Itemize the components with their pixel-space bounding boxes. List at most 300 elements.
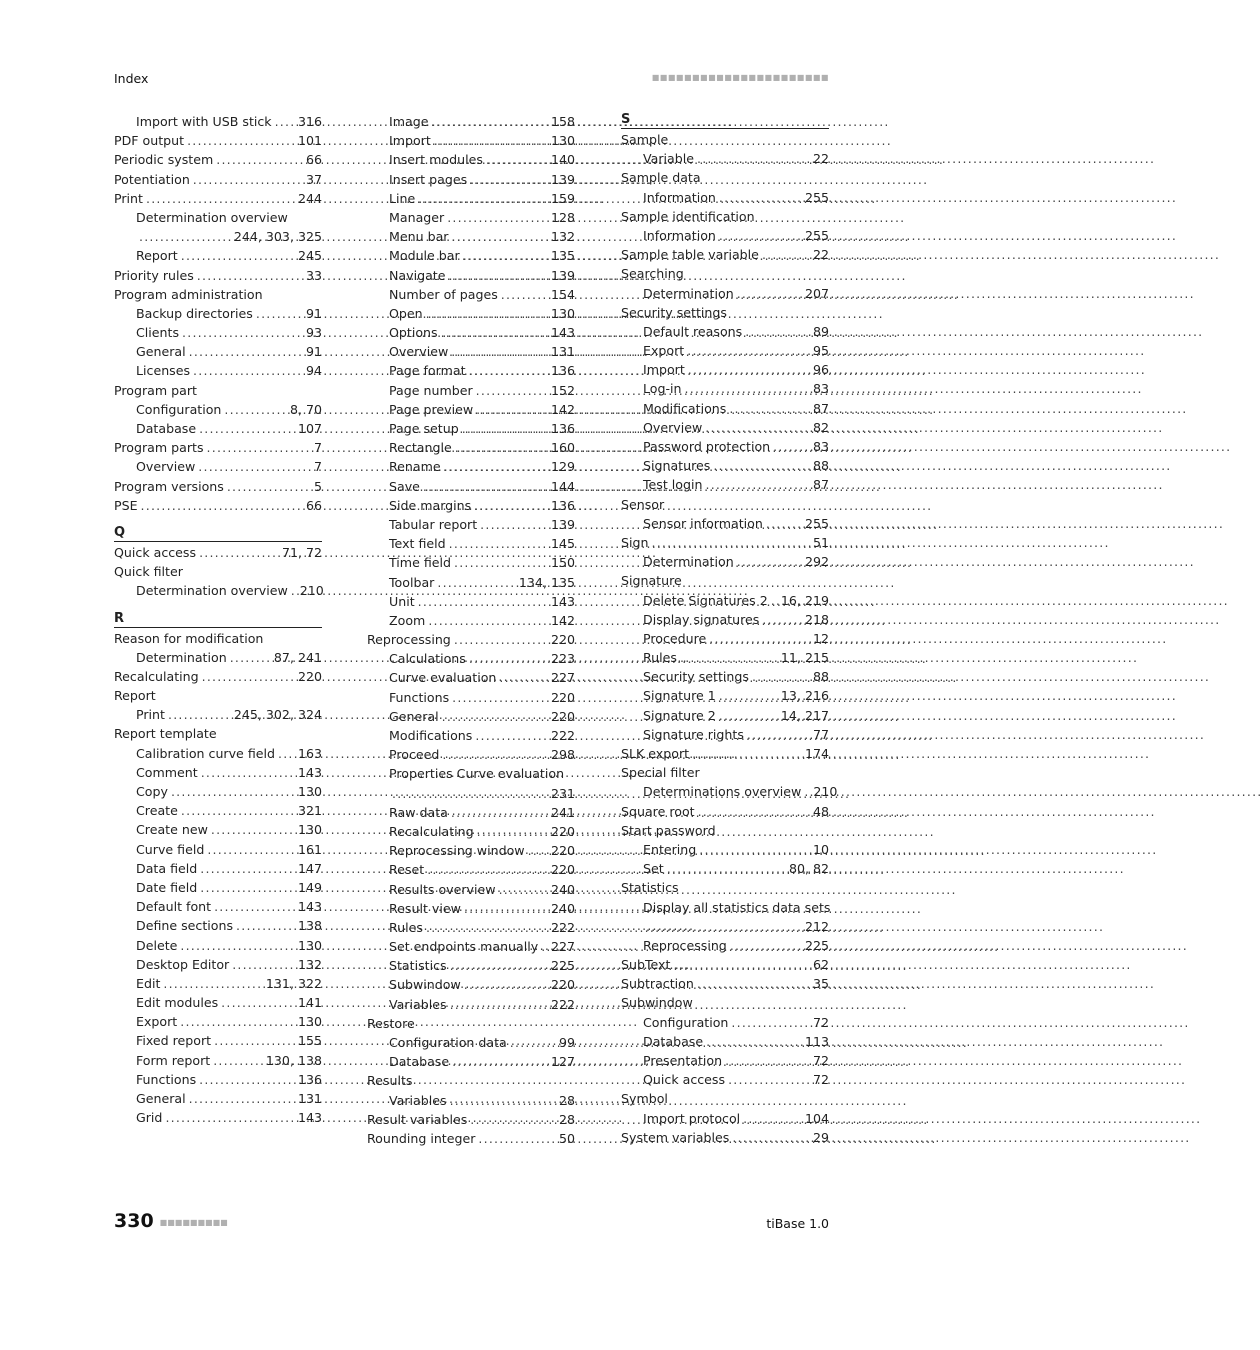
entry-page-refs: 7 [313, 459, 322, 475]
index-entry [114, 496, 322, 515]
entry-term: Manager [389, 209, 445, 225]
index-subentry [114, 112, 322, 131]
entry-page-refs: 255 [804, 227, 829, 243]
index-subentry [114, 246, 322, 265]
index-entry [114, 266, 322, 285]
dot-leader [752, 667, 810, 686]
entry-term: Curve evaluation [389, 670, 497, 686]
index-subentry [621, 379, 829, 398]
dot-leader [221, 993, 295, 1012]
index-subentry [367, 745, 575, 764]
dot-leader [199, 1070, 295, 1089]
entry-page-refs: 80, 82 [788, 861, 829, 877]
dot-leader [475, 726, 548, 745]
index-subentry [367, 956, 575, 975]
entry-page-refs: 231 [550, 785, 575, 801]
index-subentry [367, 342, 575, 361]
entry-page-refs: 12 [812, 630, 829, 646]
entry-term: Subwindow [389, 977, 461, 993]
dot-leader [232, 955, 295, 974]
entry-term: Overview [643, 419, 703, 435]
dot-leader [451, 803, 548, 822]
dot-leader [291, 581, 297, 600]
entry-term: Rectangle [389, 440, 452, 456]
index-subentry [621, 226, 829, 245]
entry-term: Toolbar [389, 574, 435, 590]
entry-page-refs: 28 [558, 1092, 575, 1108]
index-subentry [621, 1109, 829, 1128]
entry-page-refs: 150 [550, 555, 575, 571]
entry-page-refs: 220 [297, 668, 322, 684]
entry-term: Form report [136, 1052, 211, 1068]
dot-leader [454, 630, 548, 649]
entry-page-refs: 94 [305, 363, 322, 379]
index-subentry [367, 285, 575, 304]
dot-leader [667, 859, 786, 878]
entry-page-refs: 62 [812, 957, 829, 973]
index-subentry [114, 916, 322, 935]
index-entry [621, 264, 829, 283]
entry-term: Export [643, 343, 685, 359]
index-entry [114, 189, 322, 208]
index-entry [114, 686, 322, 705]
index-subentry [367, 688, 575, 707]
entry-term: Raw data [389, 804, 448, 820]
entry-term: Symbol [621, 1091, 668, 1107]
index-subentry [621, 149, 829, 168]
dot-leader [181, 246, 295, 265]
entry-page-refs: 255 [804, 515, 829, 531]
index-subentry [621, 782, 838, 801]
running-head-title: Index [114, 71, 149, 86]
dot-leader [207, 840, 295, 859]
index-subentry [621, 686, 829, 705]
index-subentry [367, 189, 575, 208]
dot-leader [447, 208, 548, 227]
index-subentry [367, 304, 575, 323]
index-subentry [621, 629, 829, 648]
index-entry [114, 170, 322, 189]
entry-page-refs: 140 [550, 152, 575, 168]
entry-term: Signature [621, 573, 682, 589]
footer-decoration: ■■■■■■■■■ [159, 1218, 228, 1227]
entry-term: Sample table variable [621, 247, 759, 263]
dot-leader [478, 1129, 556, 1148]
index-subentry [367, 764, 575, 783]
entry-term: Reprocessing [643, 937, 727, 953]
index-subentry [114, 897, 322, 916]
dot-leader [214, 897, 295, 916]
entry-term: Periodic system [114, 152, 214, 168]
dot-leader [418, 592, 548, 611]
entry-term: SLK export [621, 746, 690, 761]
dot-leader [200, 878, 295, 897]
dot-leader [719, 686, 778, 705]
entry-term: Restore [367, 1015, 415, 1031]
entry-page-refs: 48 [812, 803, 829, 819]
index-entry [114, 629, 322, 648]
entry-term: Test login [643, 477, 703, 493]
entry-term: Determinations overview [643, 784, 802, 800]
dot-leader [193, 361, 303, 380]
entry-term: Results [367, 1073, 413, 1089]
index-subentry [367, 515, 575, 534]
entry-page-refs: 131 [297, 1091, 322, 1106]
entry-page-refs: 33 [305, 267, 322, 283]
entry-page-refs: 72 [812, 1053, 829, 1068]
index-subentry [621, 437, 829, 456]
dot-leader [713, 456, 810, 475]
dot-leader [139, 227, 231, 246]
entry-term: Number of pages [389, 286, 498, 302]
entry-page-refs: 141 [297, 995, 322, 1011]
index-letter-heading: S [621, 112, 829, 129]
entry-page-refs: 29 [812, 1129, 829, 1145]
entry-term: Sample [621, 132, 669, 147]
entry-term: Statistics [389, 958, 447, 974]
index-subentry [114, 323, 322, 342]
dot-leader [434, 131, 548, 150]
index-entry [114, 131, 322, 150]
entry-page-refs: 13, 216 [780, 688, 829, 704]
index-subentry [367, 841, 575, 860]
entry-term: Export [136, 1014, 178, 1030]
entry-page-refs: 144 [550, 478, 575, 494]
entry-page-refs: 50 [558, 1130, 575, 1146]
index-entry [621, 1089, 829, 1108]
entry-term: Configuration [136, 401, 222, 417]
index-subentry [621, 1051, 829, 1070]
product-name: tiBase 1.0 [766, 1216, 829, 1231]
entry-term: Information [643, 189, 716, 205]
entry-page-refs: 158 [550, 114, 575, 129]
entry-page-refs: 132 [297, 956, 322, 972]
index-subentry [367, 937, 575, 956]
dot-leader [454, 553, 548, 572]
dot-leader [451, 342, 548, 361]
index-subentry [621, 341, 829, 360]
index-subentry [621, 514, 829, 533]
dot-leader [451, 227, 547, 246]
dot-leader [171, 782, 295, 801]
dot-leader [729, 399, 810, 418]
index-subentry [114, 993, 322, 1012]
index-subentry [621, 552, 829, 571]
dot-leader [470, 170, 548, 189]
entry-page-refs: 127 [550, 1054, 575, 1070]
entry-page-refs: 207 [804, 285, 829, 301]
entry-term: Signature 1 [643, 688, 716, 704]
entry-page-refs: 163 [297, 745, 322, 761]
index-subentry [114, 648, 322, 667]
entry-term: Report [114, 688, 156, 704]
entry-term: Searching [621, 266, 684, 282]
index-subentry [621, 610, 829, 629]
dot-leader [698, 802, 810, 821]
entry-term: Unit [389, 593, 415, 609]
entry-term: Page setup [389, 421, 459, 436]
dot-leader [699, 840, 810, 859]
entry-page-refs: 22 [812, 247, 829, 263]
index-subentry [367, 361, 575, 380]
entry-term: Module bar [389, 248, 460, 264]
entry-page-refs: 143 [550, 325, 575, 341]
dot-leader [732, 1128, 810, 1147]
entry-term: Password protection [643, 439, 771, 454]
index-entry [621, 955, 829, 974]
entry-page-refs: 130 [550, 133, 575, 149]
entry-page-refs: 136 [550, 497, 575, 513]
dot-leader [227, 477, 311, 496]
entry-page-refs: 130 [550, 305, 575, 321]
entry-page-refs: 255 [804, 189, 829, 205]
entry-page-refs: 28 [558, 1111, 575, 1127]
entry-page-refs: 138 [297, 918, 322, 934]
dot-leader [469, 649, 548, 668]
entry-page-refs: 241 [550, 804, 575, 820]
index-subentry [621, 399, 829, 418]
dot-leader [766, 514, 802, 533]
dot-leader [673, 955, 810, 974]
index-subentry [621, 725, 829, 744]
entry-page-refs: 130 [297, 937, 322, 953]
entry-page-refs: 107 [297, 421, 322, 436]
entry-term: Functions [136, 1071, 197, 1087]
dot-leader [462, 419, 548, 438]
index-subentry [367, 381, 575, 400]
dot-leader [450, 956, 548, 975]
entry-term: Determination overview [136, 583, 288, 599]
dot-leader [200, 859, 295, 878]
entry-page-refs: 101 [297, 133, 322, 149]
entry-term: Log-in [643, 381, 682, 397]
dot-leader [719, 226, 802, 245]
entry-page-refs: 87, 241 [273, 649, 322, 665]
dot-leader [236, 916, 295, 935]
entry-term: Print [114, 190, 143, 206]
entry-term: Subwindow [621, 995, 693, 1011]
entry-page-refs: 88 [812, 669, 829, 685]
entry-term: Database [389, 1054, 450, 1070]
entry-term: Statistics [621, 880, 679, 896]
entry-term: Variables [389, 996, 447, 1012]
index-entry [114, 724, 322, 743]
dot-leader [275, 112, 295, 131]
entry-page-refs: 10 [812, 841, 829, 857]
index-subentry [114, 581, 322, 600]
entry-page-refs: 87 [812, 400, 829, 416]
dot-leader [207, 438, 311, 457]
index-subentry [114, 1051, 322, 1070]
entry-page-refs: 16, 219 [780, 592, 829, 608]
index-column-2 [367, 112, 575, 1148]
index-subentry [367, 668, 575, 687]
entry-term: Rounding integer [367, 1130, 476, 1146]
index-entry [621, 878, 829, 897]
index-subentry [367, 860, 575, 879]
entry-page-refs: 142 [550, 612, 575, 628]
entry-term: Print [136, 707, 165, 723]
entry-term: Square root [621, 803, 695, 819]
index-subentry [367, 784, 575, 803]
entry-page-refs: 152 [550, 382, 575, 398]
index-entry [114, 667, 322, 686]
dot-leader [278, 744, 295, 763]
entry-page-refs: 88 [812, 458, 829, 474]
index-subentry [114, 400, 322, 419]
dot-leader [743, 1109, 802, 1128]
dot-leader [168, 705, 231, 724]
entry-page-refs: 154 [550, 286, 575, 302]
index-column-1 [114, 112, 322, 1127]
dot-leader [452, 688, 548, 707]
dot-leader [256, 304, 303, 323]
dot-leader [444, 457, 548, 476]
dot-leader [762, 610, 802, 629]
entry-page-refs: 143 [297, 899, 322, 915]
entry-page-refs: 143 [297, 1110, 322, 1126]
dot-leader [197, 266, 303, 285]
entry-term: Security settings [621, 304, 727, 320]
index-subentry [367, 150, 575, 169]
dot-leader [719, 188, 802, 207]
index-subentry [114, 1089, 322, 1108]
entry-page-refs: 223 [550, 651, 575, 667]
dot-leader [213, 1051, 263, 1070]
index-subentry [367, 880, 575, 899]
entry-page-refs: 136 [297, 1071, 322, 1087]
entry-page-refs: 95 [812, 343, 829, 359]
entry-page-refs: 240 [550, 881, 575, 897]
index-entry [621, 245, 829, 264]
index-subentry [114, 955, 322, 974]
entry-page-refs: 113 [804, 1033, 829, 1049]
dot-leader [427, 860, 548, 879]
entry-term: Calculations [389, 651, 466, 667]
index-subentry [367, 170, 575, 189]
entry-term: Import with USB stick [136, 114, 272, 129]
entry-page-refs: 134, 135 [518, 574, 575, 590]
entry-page-refs: 220 [550, 708, 575, 724]
dot-leader [725, 1051, 810, 1070]
entry-term: Quick access [643, 1072, 726, 1088]
dot-leader [202, 667, 295, 686]
index-entry [621, 303, 829, 322]
index-subentry [621, 475, 829, 494]
index-subentry [367, 822, 575, 841]
dot-leader [474, 496, 548, 515]
entry-page-refs: 222 [550, 728, 575, 743]
entry-page-refs: 159 [550, 190, 575, 206]
entry-page-refs: 72 [812, 1072, 829, 1088]
index-subentry [621, 859, 829, 878]
entry-page-refs: 220 [550, 823, 575, 839]
index-entry [621, 495, 829, 514]
index-entry [621, 821, 829, 840]
entry-page-refs: 161 [297, 841, 322, 857]
dot-leader [193, 170, 303, 189]
entry-page-refs: 220 [550, 862, 575, 878]
dot-leader [476, 381, 548, 400]
entry-term: Licenses [136, 363, 191, 379]
dot-leader [146, 189, 295, 208]
entry-term: Rules [389, 919, 423, 935]
entry-page-refs: 99 [558, 1035, 575, 1050]
entry-term: Recalculating [114, 668, 199, 684]
entry-term: Rename [389, 459, 441, 475]
entry-term: Calibration curve field [136, 745, 275, 761]
dot-leader [680, 648, 778, 667]
index-subentry [621, 648, 829, 667]
index-subentry [114, 840, 322, 859]
dot-leader [477, 822, 548, 841]
dot-leader [499, 880, 548, 899]
index-subentry [367, 208, 575, 227]
index-entry [114, 562, 322, 581]
entry-page-refs: 136 [550, 421, 575, 436]
entry-term: Import protocol [643, 1110, 741, 1126]
dot-leader [426, 304, 548, 323]
entry-term: Text field [389, 536, 446, 552]
entry-term: Results overview [389, 881, 496, 897]
entry-page-refs: 155 [297, 1033, 322, 1049]
entry-page-refs: 35 [812, 976, 829, 992]
dot-leader [428, 611, 548, 630]
dot-leader [804, 782, 810, 801]
dot-leader [705, 475, 809, 494]
index-subentry [114, 1031, 322, 1050]
entry-term: Entering [643, 841, 697, 857]
entry-page-refs: 129 [550, 459, 575, 475]
entry-page-refs: 22 [812, 151, 829, 167]
entry-page-refs: 136 [550, 363, 575, 379]
index-entry [114, 543, 322, 562]
dot-leader [528, 841, 548, 860]
dot-leader [141, 496, 303, 515]
entry-page-refs: 244 [297, 190, 322, 206]
dot-leader [731, 1013, 810, 1032]
dot-leader [165, 1108, 295, 1127]
entry-term: Date field [136, 879, 198, 895]
dot-leader [442, 745, 548, 764]
dot-leader [688, 360, 810, 379]
index-entry [621, 993, 829, 1012]
entry-page-refs: 210 [299, 583, 324, 599]
entry-page-refs: 130 [297, 784, 322, 799]
dot-leader [685, 379, 810, 398]
index-subentry [367, 477, 575, 496]
dot-leader [187, 131, 295, 150]
index-subentry [114, 859, 322, 878]
dot-leader [499, 668, 548, 687]
entry-term: Sample identification [621, 208, 755, 224]
index-subentry [367, 592, 575, 611]
entry-term: Import [643, 362, 685, 378]
entry-term: Determination [643, 554, 734, 570]
entry-page-refs: 5 [313, 478, 322, 494]
dot-leader [450, 995, 548, 1014]
dot-leader [541, 937, 548, 956]
entry-term: Line [389, 190, 416, 206]
entry-term: Reason for modification [114, 630, 264, 646]
entry-term: Potentiation [114, 171, 190, 187]
entry-page-refs: 66 [305, 497, 322, 513]
index-entry [621, 974, 829, 993]
dot-leader [201, 763, 295, 782]
entry-page-refs: 8, 70 [289, 401, 322, 417]
entry-term: Overview [136, 459, 196, 475]
entry-page-refs: 292 [804, 554, 829, 570]
